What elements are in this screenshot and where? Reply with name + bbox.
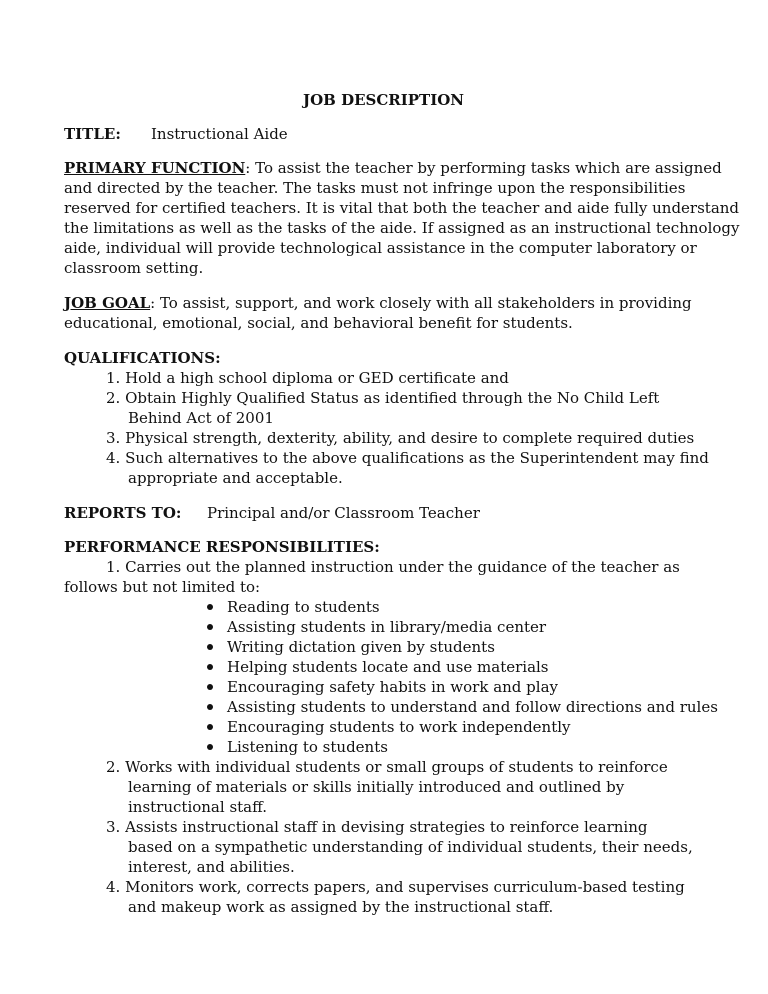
bullet-item-5: Encouraging safety habits in work and play: [227, 678, 558, 696]
qualifications-label: QUALIFICATIONS:: [64, 349, 221, 367]
qualification-item-2: 2. Obtain Highly Qualified Status as identified through the No Child Left: [106, 389, 660, 407]
job-goal-line-1: JOB GOAL: To assist, support, and work closely with all stakeholders in providing: [64, 294, 692, 312]
primary-function-line-2: and directed by the teacher. The tasks must not infringe upon the responsibilities: [64, 179, 686, 197]
title-value: Instructional Aide: [151, 125, 288, 143]
primary-function-line-1: PRIMARY FUNCTION: To assist the teacher by performing tasks which are assigned: [64, 159, 722, 177]
title-label: TITLE:: [64, 125, 121, 143]
qualification-item-2-cont: Behind Act of 2001: [128, 409, 274, 427]
performance-item-2: 2. Works with individual students or small groups of students to reinforce: [106, 758, 668, 776]
job-goal-line-2: educational, emotional, social, and behavioral benefit for students.: [64, 314, 573, 332]
bullet-icon: [207, 724, 213, 730]
primary-function-line-4: the limitations as well as the tasks of the aide. If assigned as an instructional technology: [64, 219, 740, 237]
qualification-item-4-cont: appropriate and acceptable.: [128, 469, 343, 487]
bullet-item-4: Helping students locate and use materials: [227, 658, 549, 676]
performance-item-1: 1. Carries out the planned instruction under the guidance of the teacher as: [106, 558, 680, 576]
performance-item-2-cont-1: learning of materials or skills initially introduced and outlined by: [128, 778, 625, 796]
reports-to-value: Principal and/or Classroom Teacher: [207, 504, 480, 522]
reports-to-label: REPORTS TO:: [64, 504, 182, 522]
bullet-item-7: Encouraging students to work independently: [227, 718, 571, 736]
performance-item-3: 3. Assists instructional staff in devising strategies to reinforce learning: [106, 818, 648, 836]
performance-item-4: 4. Monitors work, corrects papers, and supervises curriculum-based testing: [106, 878, 685, 896]
bullet-icon: [207, 604, 213, 610]
primary-function-line-6: classroom setting.: [64, 259, 204, 277]
bullet-icon: [207, 684, 213, 690]
qualification-item-3: 3. Physical strength, dexterity, ability, and desire to complete required duties: [106, 429, 695, 447]
performance-label: PERFORMANCE RESPONSIBILITIES:: [64, 538, 380, 556]
bullet-item-2: Assisting students in library/media center: [227, 618, 547, 636]
performance-item-2-cont-2: instructional staff.: [128, 798, 267, 816]
primary-function-line-3: reserved for certified teachers. It is vital that both the teacher and aide fully understand: [64, 199, 740, 217]
qualification-item-4: 4. Such alternatives to the above qualifications as the Superintendent may find: [106, 449, 709, 467]
bullet-icon: [207, 664, 213, 670]
performance-item-3-cont-1: based on a sympathetic understanding of individual students, their needs,: [128, 838, 693, 856]
bullet-icon: [207, 704, 213, 710]
bullet-item-6: Assisting students to understand and follow directions and rules: [227, 698, 718, 716]
performance-item-1-cont: follows but not limited to:: [64, 578, 261, 596]
primary-function-label: PRIMARY FUNCTION: [64, 159, 246, 177]
bullet-item-3: Writing dictation given by students: [227, 638, 495, 656]
qualification-item-1: 1. Hold a high school diploma or GED certificate and: [106, 369, 509, 387]
bullet-item-8: Listening to students: [227, 738, 388, 756]
document-heading: JOB DESCRIPTION: [303, 91, 464, 109]
bullet-item-1: Reading to students: [227, 598, 380, 616]
performance-item-4-cont: and makeup work as assigned by the instructional staff.: [128, 898, 554, 916]
bullet-icon: [207, 744, 213, 750]
bullet-icon: [207, 644, 213, 650]
primary-function-line-5: aide, individual will provide technological assistance in the computer laboratory or: [64, 239, 697, 257]
job-goal-label: JOB GOAL: [64, 294, 151, 312]
performance-item-3-cont-2: interest, and abilities.: [128, 858, 295, 876]
bullet-icon: [207, 624, 213, 630]
